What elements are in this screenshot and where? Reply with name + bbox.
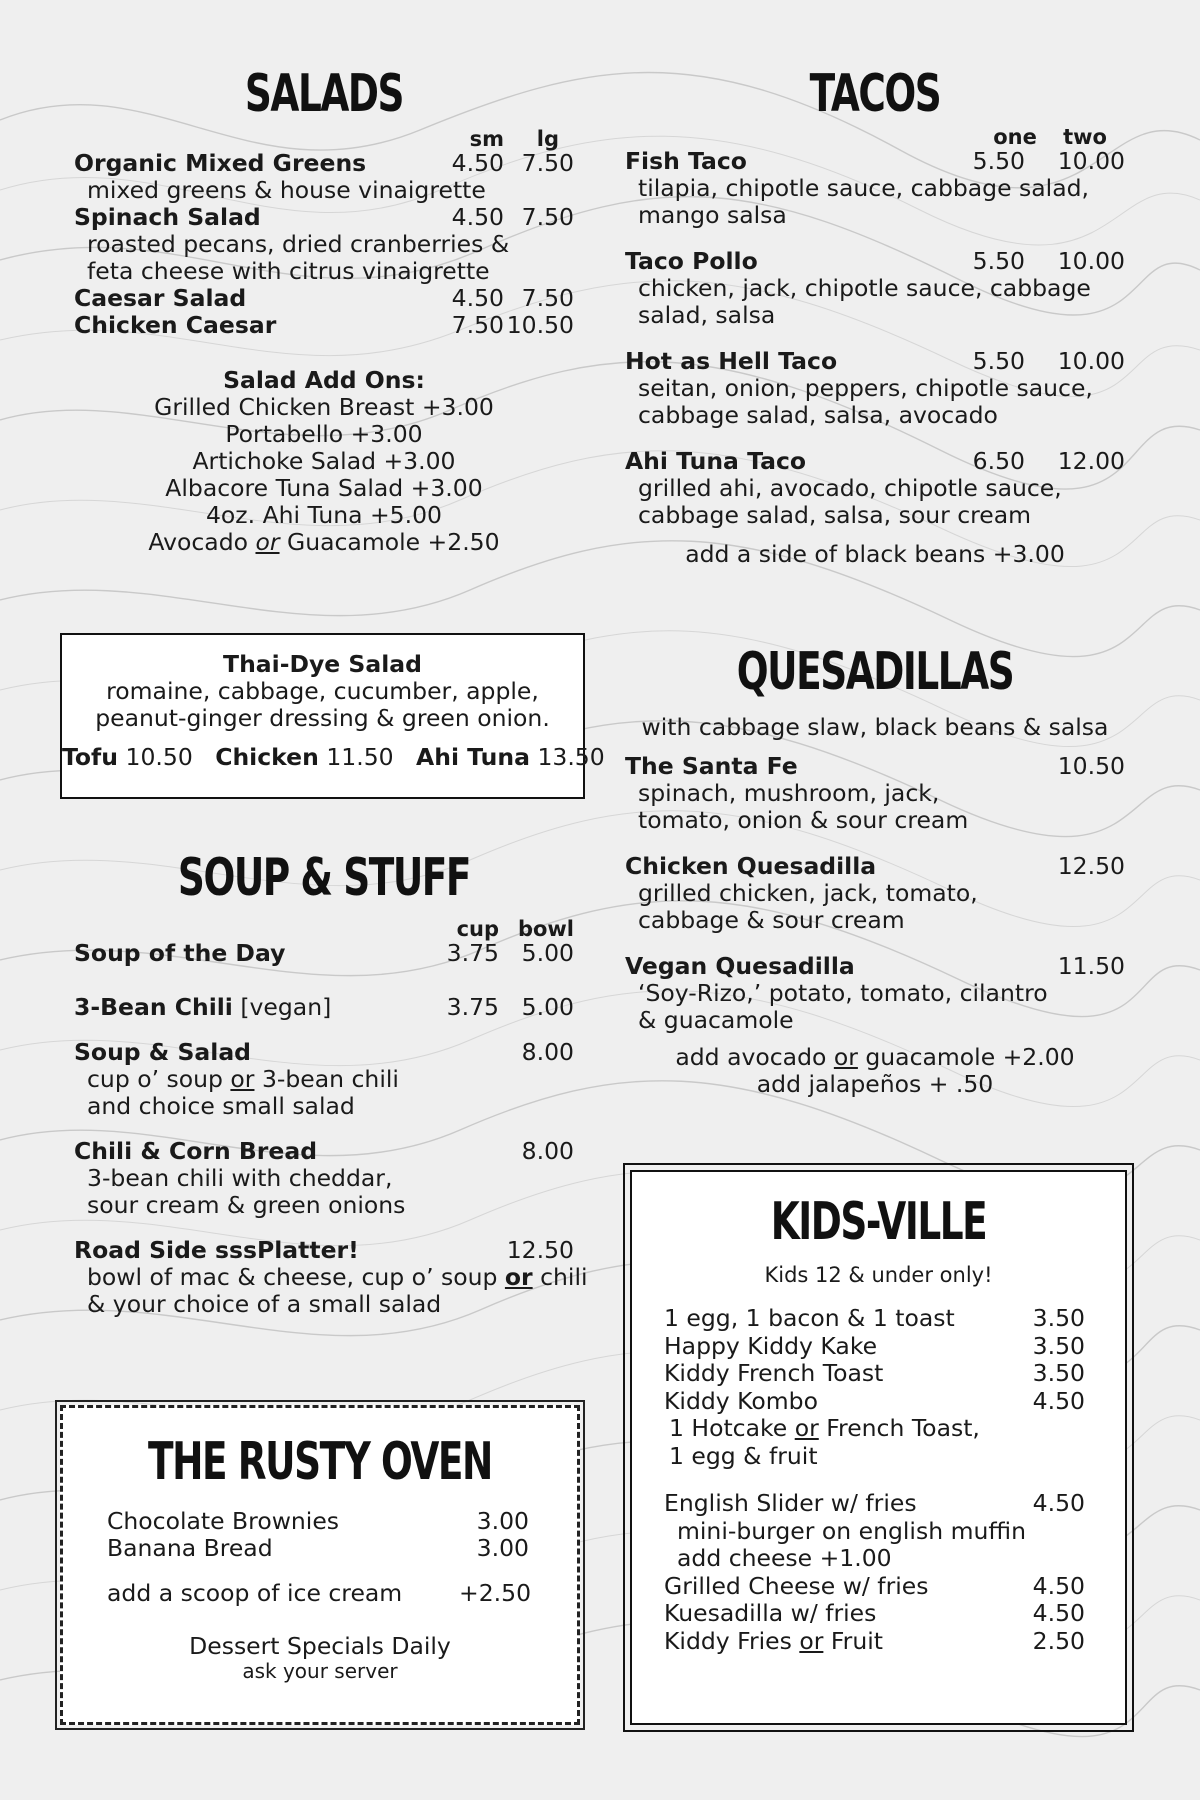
item-description: add cheese +1.00 bbox=[677, 1544, 892, 1572]
item-description: & guacamole bbox=[638, 1006, 794, 1034]
item-description: mixed greens & house vinaigrette bbox=[87, 176, 486, 204]
item-description: grilled ahi, avocado, chipotle sauce, bbox=[638, 474, 1062, 502]
item-description: sour cream & green onions bbox=[87, 1191, 406, 1219]
menu-item: Kiddy Fries or Fruit 2.50 bbox=[664, 1626, 1085, 1655]
kids-subtitle: Kids 12 & under only! bbox=[764, 1263, 993, 1287]
soup-column-headers: cup bowl bbox=[456, 917, 574, 941]
thai-options: Tofu 10.50 Chicken 11.50 Ahi Tuna 13.50 bbox=[62, 743, 605, 771]
addon-item: Portabello +3.00 bbox=[225, 420, 423, 448]
item-description: 1 egg & fruit bbox=[669, 1441, 818, 1470]
item-description: mini-burger on english muffin bbox=[677, 1516, 1026, 1545]
item-description: ‘Soy-Rizo,’ potato, tomato, cilantro bbox=[638, 979, 1048, 1007]
salads-heading: SALADS bbox=[244, 64, 404, 124]
item-description: spinach, mushroom, jack, bbox=[638, 779, 940, 807]
menu-item: Vegan Quesadilla 11.50 bbox=[625, 952, 1125, 980]
menu-item: Chicken Caesar 7.50 10.50 bbox=[74, 311, 574, 339]
kids-ville-box bbox=[630, 1170, 1127, 1725]
quesadilla-addon: add avocado or guacamole +2.00 bbox=[675, 1043, 1075, 1071]
menu-item: The Santa Fe 10.50 bbox=[625, 752, 1125, 780]
menu-item: add a scoop of ice cream +2.50 bbox=[107, 1579, 532, 1607]
item-description: cabbage salad, salsa, sour cream bbox=[638, 501, 1032, 529]
item-description: tomato, onion & sour cream bbox=[638, 806, 969, 834]
menu-item: Kiddy French Toast 3.50 bbox=[664, 1359, 1085, 1387]
salad-addons-title: Salad Add Ons: bbox=[223, 366, 425, 394]
addon-item: Avocado or Guacamole +2.50 bbox=[148, 528, 500, 556]
menu-item: Grilled Cheese w/ fries 4.50 bbox=[664, 1571, 1085, 1600]
menu-item: Fish Taco 5.50 10.00 bbox=[625, 147, 1125, 175]
menu-item: Hot as Hell Taco 5.50 10.00 bbox=[625, 347, 1125, 375]
ask-server: ask your server bbox=[242, 1659, 398, 1683]
menu-item: 3-Bean Chili [vegan] 3.75 5.00 bbox=[74, 993, 574, 1021]
tacos-section bbox=[625, 64, 1125, 568]
addon-item: 4oz. Ahi Tuna +5.00 bbox=[205, 501, 443, 529]
menu-item: Chocolate Brownies 3.00 bbox=[107, 1507, 529, 1535]
menu-item: Ahi Tuna Taco 6.50 12.00 bbox=[625, 447, 1125, 475]
item-description: 3-bean chili with cheddar, bbox=[87, 1164, 393, 1192]
item-description: cup o’ soup or 3-bean chili bbox=[87, 1065, 399, 1093]
dessert-specials: Dessert Specials Daily bbox=[189, 1632, 451, 1660]
tacos-column-headers: one two bbox=[993, 125, 1107, 149]
menu-item: Chili & Corn Bread 8.00 bbox=[74, 1137, 574, 1165]
menu-item: Happy Kiddy Kake 3.50 bbox=[664, 1331, 1085, 1360]
menu-item: Kiddy Kombo 4.50 bbox=[664, 1386, 1085, 1415]
quesadillas-heading: QUESADILLAS bbox=[736, 642, 1014, 702]
item-description: and choice small salad bbox=[87, 1092, 355, 1120]
menu-item: Soup of the Day 3.75 5.00 bbox=[74, 939, 574, 967]
menu-item: Banana Bread 3.00 bbox=[107, 1534, 529, 1562]
thai-title: Thai-Dye Salad bbox=[223, 650, 422, 678]
addon-item: Grilled Chicken Breast +3.00 bbox=[154, 393, 494, 421]
menu-item: Taco Pollo 5.50 10.00 bbox=[625, 247, 1125, 275]
menu-item: Road Side sssPlatter! 12.50 bbox=[74, 1236, 574, 1264]
menu-item: Kuesadilla w/ fries 4.50 bbox=[664, 1599, 1085, 1627]
item-description: mango salsa bbox=[638, 201, 787, 229]
item-description: roasted pecans, dried cranberries & bbox=[87, 230, 510, 258]
sm-header: sm bbox=[469, 127, 504, 151]
thai-dye-salad-box bbox=[60, 633, 605, 799]
item-description: & your choice of a small salad bbox=[87, 1290, 442, 1318]
item-description: feta cheese with citrus vinaigrette bbox=[87, 257, 490, 285]
tacos-heading: TACOS bbox=[809, 64, 941, 124]
menu-item: 1 egg, 1 bacon & 1 toast 3.50 bbox=[664, 1304, 1085, 1332]
rusty-oven-box bbox=[60, 1405, 580, 1725]
quesadillas-section bbox=[625, 642, 1125, 1098]
menu-item: Caesar Salad 4.50 7.50 bbox=[74, 284, 574, 312]
menu-item: English Slider w/ fries 4.50 bbox=[664, 1489, 1085, 1517]
thai-desc: peanut-ginger dressing & green onion. bbox=[95, 704, 550, 732]
item-description: cabbage salad, salsa, avocado bbox=[638, 401, 998, 429]
menu-item: Spinach Salad 4.50 7.50 bbox=[74, 203, 574, 231]
menu-item: Organic Mixed Greens 4.50 7.50 bbox=[74, 149, 574, 177]
menu-item: Chicken Quesadilla 12.50 bbox=[625, 852, 1125, 880]
quesadillas-subtitle: with cabbage slaw, black beans & salsa bbox=[641, 713, 1109, 741]
salads-column-headers bbox=[74, 128, 574, 150]
salads-section bbox=[74, 64, 574, 556]
lg-header: lg bbox=[536, 127, 559, 151]
item-description: tilapia, chipotle sauce, cabbage salad, bbox=[638, 174, 1089, 202]
addon-item: Artichoke Salad +3.00 bbox=[192, 447, 456, 475]
addon-item: Albacore Tuna Salad +3.00 bbox=[165, 474, 483, 502]
menu-item: Soup & Salad 8.00 bbox=[74, 1038, 574, 1066]
item-description: bowl of mac & cheese, cup o’ soup or chili bbox=[87, 1263, 588, 1291]
thai-desc: romaine, cabbage, cucumber, apple, bbox=[106, 677, 539, 705]
soup-section bbox=[74, 848, 588, 1318]
item-description: salad, salsa bbox=[638, 301, 776, 329]
kids-ville-heading: KIDS-VILLE bbox=[770, 1192, 987, 1252]
item-description: seitan, onion, peppers, chipotle sauce, bbox=[638, 374, 1093, 402]
quesadilla-addon: add jalapeños + .50 bbox=[756, 1070, 994, 1098]
item-description: grilled chicken, jack, tomato, bbox=[638, 879, 978, 907]
taco-side-addon: add a side of black beans +3.00 bbox=[685, 540, 1065, 568]
soup-heading: SOUP & STUFF bbox=[177, 848, 471, 908]
rusty-oven-heading: THE RUSTY OVEN bbox=[148, 1432, 492, 1492]
item-description: 1 Hotcake or French Toast, bbox=[669, 1414, 980, 1442]
item-description: chicken, jack, chipotle sauce, cabbage bbox=[638, 274, 1091, 302]
item-description: cabbage & sour cream bbox=[638, 906, 905, 934]
